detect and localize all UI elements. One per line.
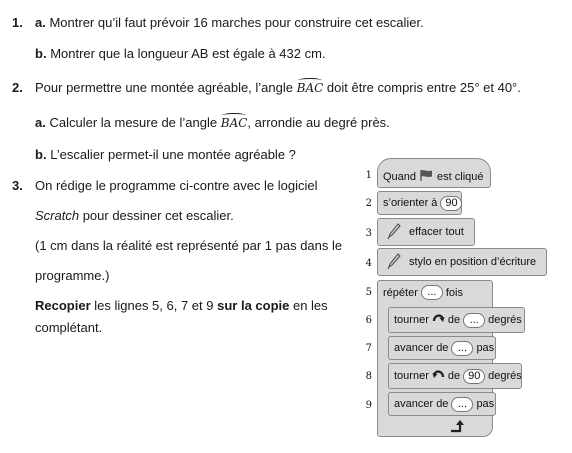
- q2-intro: [35, 80, 521, 96]
- block2-pre: s’orienter à: [383, 197, 438, 209]
- q2-a: [35, 115, 390, 131]
- turn-right-angle-input[interactable]: ...: [463, 313, 485, 328]
- q3-line5-t1: les lignes 5, 6, 7 et 9: [90, 298, 218, 313]
- block9-pre: avancer de: [394, 398, 449, 410]
- block1-pre: Quand: [383, 171, 417, 183]
- loop-arrow-icon: [448, 419, 464, 438]
- line-number-4: 4: [365, 258, 372, 269]
- line-number-8: 8: [365, 371, 372, 382]
- q1-number: 1.: [12, 15, 23, 30]
- q2-b-label: b.: [35, 147, 47, 162]
- q2-a-pre: Calculer la mesure de l’angle: [49, 115, 218, 130]
- turn-right-block[interactable]: [388, 307, 525, 333]
- line-number-1: 1: [365, 170, 372, 181]
- q1-b-text: Montrer que la longueur AB est égale à 432 cm.: [50, 46, 326, 61]
- clear-all-block[interactable]: [377, 218, 475, 246]
- q1-b-label: b.: [35, 46, 47, 61]
- line-number-9: 9: [365, 400, 372, 411]
- move-steps-input[interactable]: ...: [451, 341, 473, 356]
- pen-down-block[interactable]: [377, 248, 547, 276]
- block8-pre: tourner: [394, 370, 429, 382]
- q1-a: [35, 15, 424, 31]
- q2-a-label: a.: [35, 115, 46, 130]
- block7-post: pas: [476, 342, 495, 354]
- repeat-block[interactable]: [377, 280, 493, 304]
- block6-mid: de: [447, 314, 461, 326]
- block3-text: effacer tout: [409, 226, 464, 238]
- line-number-2: 2: [365, 198, 372, 209]
- set-direction-block[interactable]: [377, 191, 462, 215]
- move-block-2[interactable]: [388, 392, 496, 416]
- angle-bac-2: BAC: [220, 116, 248, 130]
- turn-left-angle-input[interactable]: 90: [463, 369, 485, 384]
- q3-line1: On rédige le programme ci-contre avec le logiciel: [35, 178, 318, 193]
- turn-left-block[interactable]: [388, 363, 522, 389]
- line-number-7: 7: [365, 343, 372, 354]
- block5-post: fois: [445, 286, 463, 299]
- q3-line2-rest: pour dessiner cet escalier.: [79, 208, 234, 223]
- block8-post: degrés: [488, 370, 522, 382]
- block6-post: degrés: [488, 314, 522, 326]
- q2-b: [35, 147, 296, 163]
- block9-post: pas: [476, 398, 495, 410]
- block8-mid: de: [447, 370, 461, 382]
- q1-a-label: a.: [35, 15, 46, 30]
- repeat-count-input[interactable]: ...: [421, 285, 443, 300]
- q1: [12, 15, 23, 31]
- turn-left-icon: [432, 368, 445, 384]
- q3-line3: (1 cm dans la réalité est représenté par 1 pas dans le: [35, 238, 343, 253]
- direction-value-input[interactable]: 90: [440, 196, 462, 211]
- q2: [12, 80, 23, 96]
- q2-a-post: , arrondie au degré près.: [247, 115, 390, 130]
- q3-line5: [35, 298, 328, 314]
- block5-pre: répéter: [383, 286, 418, 299]
- angle-bac: BAC: [296, 81, 324, 95]
- q3-line5-t2: en les: [289, 298, 328, 313]
- block1-post: est cliqué: [437, 171, 484, 183]
- q2-intro-pre: Pour permettre une montée agréable, l’angle: [35, 80, 293, 95]
- q1-a-text: Montrer qu’il faut prévoir 16 marches pour construire cet escalier.: [49, 15, 424, 30]
- block6-pre: tourner: [394, 314, 429, 326]
- q3-line4: programme.): [35, 268, 110, 283]
- q2-b-text: L’escalier permet-il une montée agréable ?: [50, 147, 296, 162]
- when-flag-clicked-block[interactable]: [377, 158, 491, 188]
- q2-number: 2.: [12, 80, 23, 95]
- q3-line2: [35, 208, 234, 224]
- q3: [12, 178, 23, 194]
- q2-intro-post: doit être compris entre 25° et 40°.: [326, 80, 521, 95]
- pen-icon: [386, 252, 402, 273]
- q3-line6: complétant.: [35, 320, 103, 335]
- line-number-6: 6: [365, 315, 372, 326]
- move-steps-input-2[interactable]: ...: [451, 397, 473, 412]
- turn-right-icon: [432, 312, 445, 328]
- q3-sur-la-copie: sur la copie: [217, 298, 290, 313]
- line-number-3: 3: [365, 228, 372, 239]
- q3-scratch-word: Scratch: [35, 208, 80, 223]
- green-flag-icon: [419, 169, 434, 185]
- q1-b: [35, 46, 326, 62]
- q3-recopier: Recopier: [35, 298, 91, 313]
- move-block[interactable]: [388, 336, 496, 360]
- block7-pre: avancer de: [394, 342, 449, 354]
- line-number-5: 5: [365, 287, 372, 298]
- block4-text: stylo en position d’écriture: [409, 256, 537, 268]
- pen-icon: [386, 222, 402, 243]
- q3-number: 3.: [12, 178, 23, 193]
